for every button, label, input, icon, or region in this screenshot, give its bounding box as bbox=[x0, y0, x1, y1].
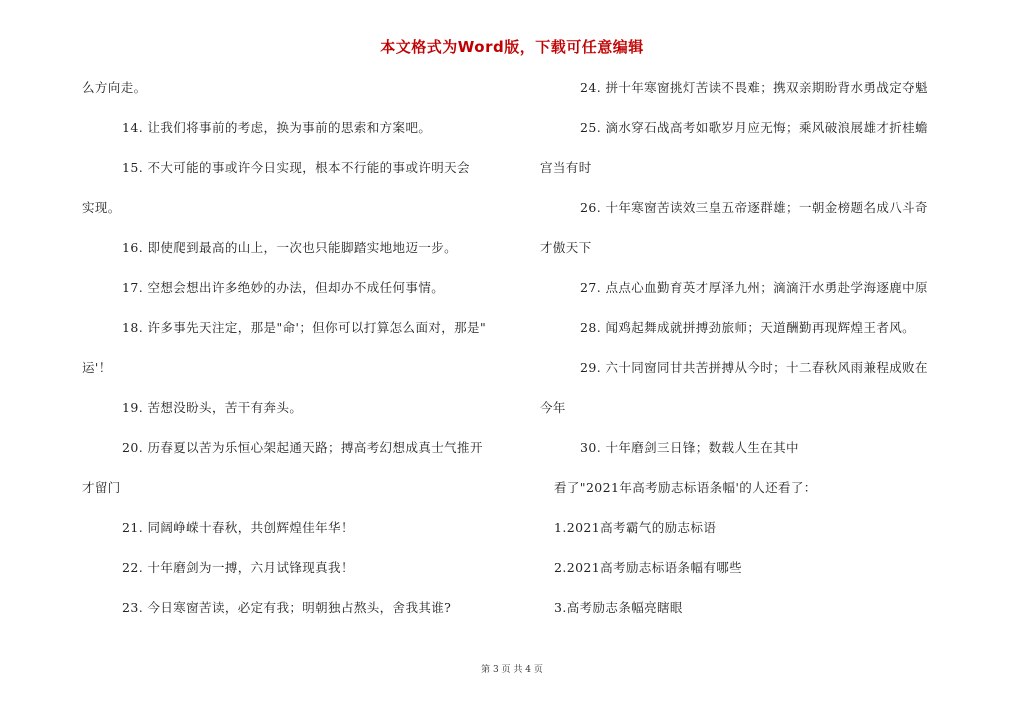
list-item-19: 19. 苦想没盼头，苦干有奔头。 bbox=[122, 400, 303, 415]
text-line: 运'！ bbox=[82, 360, 112, 375]
list-item-17: 17. 空想会想出许多绝妙的办法，但却办不成任何事情。 bbox=[122, 280, 445, 295]
list-item-16: 16. 即使爬到最高的山上，一次也只能脚踏实地地迈一步。 bbox=[122, 240, 458, 255]
list-item-28: 28. 闻鸡起舞成就拼搏劲旅师；天道酬勤再现辉煌王者风。 bbox=[580, 320, 916, 335]
related-link-1[interactable]: 1.2021高考霸气的励志标语 bbox=[554, 520, 717, 535]
list-item-14: 14. 让我们将事前的考虑，换为事前的思索和方案吧。 bbox=[122, 120, 432, 135]
list-item-22: 22. 十年磨剑为一搏，六月试锋现真我！ bbox=[122, 560, 354, 575]
list-item-30: 30. 十年磨剑三日锋；数载人生在其中 bbox=[580, 440, 799, 455]
list-item-26: 26. 十年寒窗苦读效三皇五帝逐群雄；一朝金榜题名成八斗奇 bbox=[580, 200, 928, 215]
list-item-24: 24. 拼十年寒窗挑灯苦读不畏难；携双亲期盼背水勇战定夺魁 bbox=[580, 80, 928, 95]
text-line: 才傲天下 bbox=[540, 240, 592, 255]
list-item-15: 15. 不大可能的事或许今日实现，根本不行能的事或许明天会 bbox=[122, 160, 470, 175]
related-link-3[interactable]: 3.高考励志条幅亮瞎眼 bbox=[554, 600, 683, 615]
list-item-25: 25. 滴水穿石战高考如歌岁月应无悔；乘风破浪展雄才折桂蟾 bbox=[580, 120, 928, 135]
word-format-banner: 本文格式为Word版，下载可任意编辑 bbox=[380, 38, 644, 56]
list-item-27: 27. 点点心血勤育英才厚泽九州；滴滴汗水勇赴学海逐鹿中原 bbox=[580, 280, 928, 295]
text-line: 宫当有时 bbox=[540, 160, 592, 175]
text-line: 么方向走。 bbox=[82, 80, 147, 95]
page-number: 第 3 页 共 4 页 bbox=[481, 665, 543, 675]
list-item-18: 18. 许多事先天注定，那是"命'；但你可以打算怎么面对，那是" bbox=[122, 320, 487, 335]
text-line: 实现。 bbox=[82, 200, 121, 215]
list-item-21: 21. 同阔峥嵘十春秋，共创辉煌佳年华！ bbox=[122, 520, 354, 535]
list-item-23: 23. 今日寒窗苦读，必定有我；明朝独占熬头，舍我其谁? bbox=[122, 600, 452, 615]
list-item-20: 20. 历春夏以苦为乐恒心架起通天路；搏高考幻想成真士气推开 bbox=[122, 440, 483, 455]
text-line: 才留门 bbox=[82, 480, 121, 495]
text-line: 今年 bbox=[540, 400, 566, 415]
related-heading: 看了"2021年高考励志标语条幅'的人还看了： bbox=[554, 480, 817, 495]
list-item-29: 29. 六十同窗同甘共苦拼搏从今时；十二春秋风雨兼程成败在 bbox=[580, 360, 928, 375]
related-link-2[interactable]: 2.2021高考励志标语条幅有哪些 bbox=[554, 560, 743, 575]
